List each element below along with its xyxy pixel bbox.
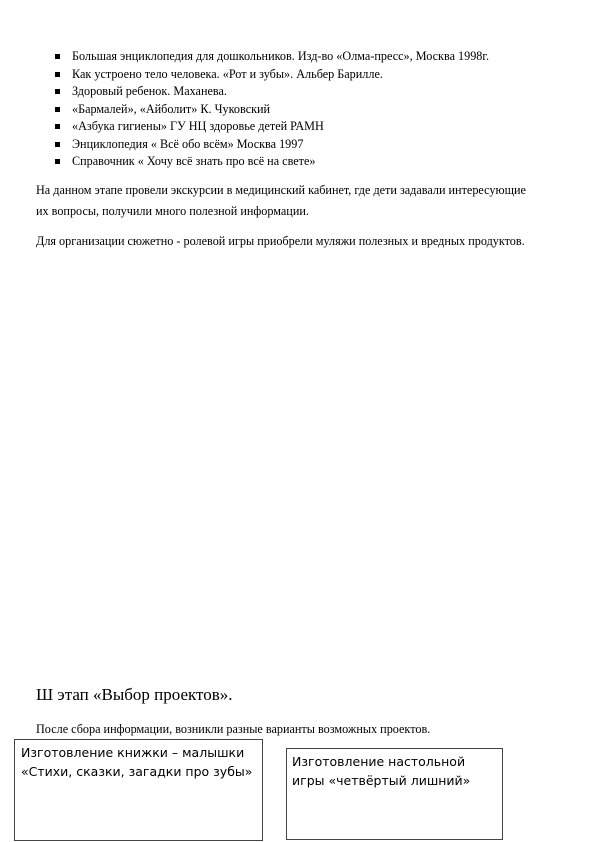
project-box-board-game: Изготовление настольной игры «четвёртый лишний» [286,748,503,840]
list-item-text: Как устроено тело человека. «Рот и зубы». Альбер Барилле. [72,66,383,81]
square-bullet-icon [55,142,60,147]
list-item-text: «Бармалей», «Айболит» К. Чуковский [72,101,271,116]
excursion-paragraph: На данном этапе провели экскурсии в медицинский кабинет, где дети задавали интересующие их вопросы, получили много полезной информации. [36,183,526,218]
square-bullet-icon [55,159,60,164]
stage-heading: Ш этап «Выбор проектов». [36,685,233,704]
reference-list [55,48,489,171]
list-item [55,153,489,171]
list-item [55,48,489,66]
list-item-text: «Азбука гигиены» ГУ НЦ здоровье детей РАМН [72,119,324,133]
list-item [55,118,489,136]
role-play-paragraph: Для организации сюжетно - ролевой игры приобрели муляжи полезных и вредных продуктов. [36,234,525,248]
list-item-text: Справочник « Хочу всё знать про всё на свете» [72,154,316,168]
list-item [55,83,489,101]
square-bullet-icon [55,124,60,129]
list-item-text: Большая энциклопедия для дошкольников. Изд-во «Олма-пресс», Москва 1998г. [72,49,490,63]
after-collection-paragraph: После сбора информации, возникли разные варианты возможных проектов. [36,722,431,736]
square-bullet-icon [55,107,60,112]
list-item-text: Здоровый ребенок. Маханева. [72,84,227,98]
square-bullet-icon [55,89,60,94]
list-item-text: Энциклопедия « Всё обо всём» Москва 1997 [72,136,304,151]
project-box-book: Изготовление книжки – малышки «Стихи, сказки, загадки про зубы» [14,739,263,841]
list-item [55,101,489,119]
square-bullet-icon [55,72,60,77]
list-item [55,66,489,84]
square-bullet-icon [55,54,60,59]
list-item [55,136,489,154]
